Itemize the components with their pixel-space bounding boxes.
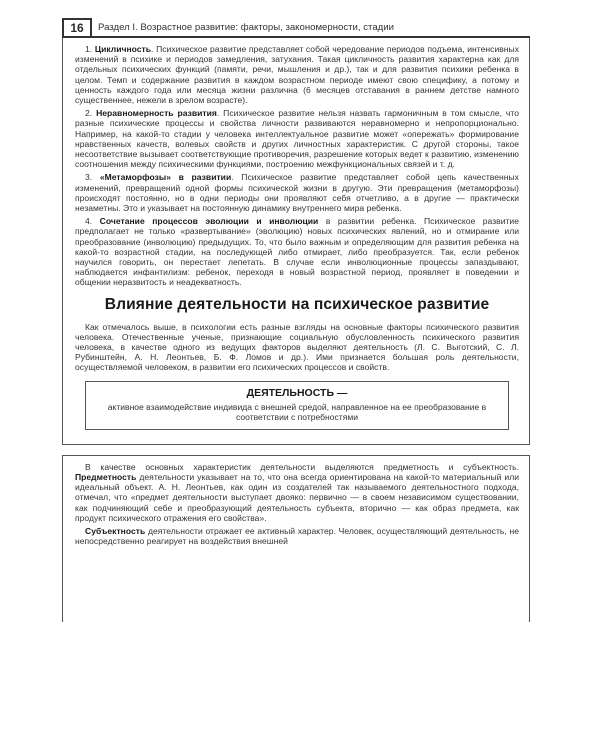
principle-item: 2. Неравномерность развития. Психическое развитие нельзя назвать гармоничным в том смысле, что разные психические процессы и свойства личности развиваются неравномерно и непропорционально. Например, на какой-то стадии у человека интеллектуальное развитие может «опережать» формирование нравственных качеств, волевых свойств и других личностных характеристик. С другой стороны, такое несоответствие вызывает соответствующие противоречия, разрешение которых ведет к развитию, изменению соотношения между психическими функциями, построению межфункциональных связей и т. д. [75,108,519,170]
book-page [62,18,530,718]
principle-term: Неравномерность развития [96,108,217,119]
page-number: 16 [62,18,92,36]
definition-box [85,381,509,430]
term-subjectivity: Субъектность [85,525,146,536]
principle-term: «Метаморфозы» в развитии [99,172,232,183]
section-intro: Как отмечалось выше, в психологии есть разные взгляды на основные факторы психического развития человека. Отечественные ученые, признающие социальную обусловленность психического развития человека, в качестве одного из ведущих факторов выделяют деятельность (Л. С. Выготский, С. Л. Рубинштейн, А. Н. Леонтьев, Б. Ф. Ломов и др.). Ими признается большая роль деятельности, осуществляемой человеком, в развитии его психических процессов и свойств. [75,321,519,373]
definition-text: активное взаимодействие индивида с внешней средой, направленное на ее преобразование в соответствии с потребностями [107,401,487,423]
principle-term: Цикличность [94,44,152,54]
spacer [62,445,530,455]
principles-block [62,38,530,445]
principle-item: 3. «Метаморфозы» в развитии. Психическое развитие представляет собой цепь качественных изменений, превращений одной формы психической жизни в другую. Эти превращения (метаморфозы) происходят постоянно, но в одни периоды они проявляют себя отчетливо, а в другие — практически незаметны. Это и указывает на постоянную динамику внутреннего мира ребенка. [75,172,519,214]
paragraph: Субъектность деятельности отражает ее активный характер. Человек, осуществляющий деятельность, не непосредственно реагирует на воздействия внешней [75,525,519,547]
definition-term: ДЕЯТЕЛЬНОСТЬ — [246,386,348,399]
principle-item: 1. Цикличность. Психическое развитие представляет собой чередование периодов подъема, интенсивных изменений в психике и периодов замедления, затухания. Такая цикличность развития характерна как для отдельных психических функций (памяти, речи, мышления и др.), так и для развития психики ребенка в целом. Темп и содержание развития в каждом возрастном периоде имеют свою специфику, а потому и ценность каждого года или месяца жизни различна (6 месяцев отставания в раннем детстве намного существеннее, нежели в зрелом возрасте). [75,44,519,106]
running-head: Раздел I. Возрастное развитие: факторы, закономерности, стадии [98,22,394,33]
page-header [62,18,530,38]
section-title: Влияние деятельности на психическое развитие [104,295,490,313]
paragraph: В качестве основных характеристик деятельности выделяются предметность и субъектность. Предметность деятельности указывает на то, что она всегда ориентирована на какой-то материальный или идеальный объект. А. Н. Леонтьев, как один из создателей так называемого деятельностного подхода, отмечал, что «предмет деятельности выступает двояко: первично — в своем независимом существовании, как подчиняющий себе и преобразующий деятельность субъекта, вторично — как образ предмета, как продукт психического отражения его свойства». [75,461,519,523]
principle-item: 4. Сочетание процессов эволюции и инволюции в развитии ребенка. Психическое развитие предполагает не только «развертывание» (эволюцию) новых психических явлений, но и отмирание или преобразование (инволюцию) предыдущих. То, что было важным и определяющим для развития ребенка на какой-то возрастной стадии, на последующей либо отмирает, либо преобразуется. Так, если ребенок научился говорить, он перестает лепетать. В случае если инволюционные процессы запаздывают, наблюдается инфантилизм: ребенок, переходя в новый возрастной период, проявляет в поведении и общении неразвитость и неадекватность. [75,216,519,288]
principle-term: Сочетание процессов эволюции и инволюции [99,216,319,227]
lower-block [62,455,530,622]
term-subjectness: Предметность [75,471,137,482]
